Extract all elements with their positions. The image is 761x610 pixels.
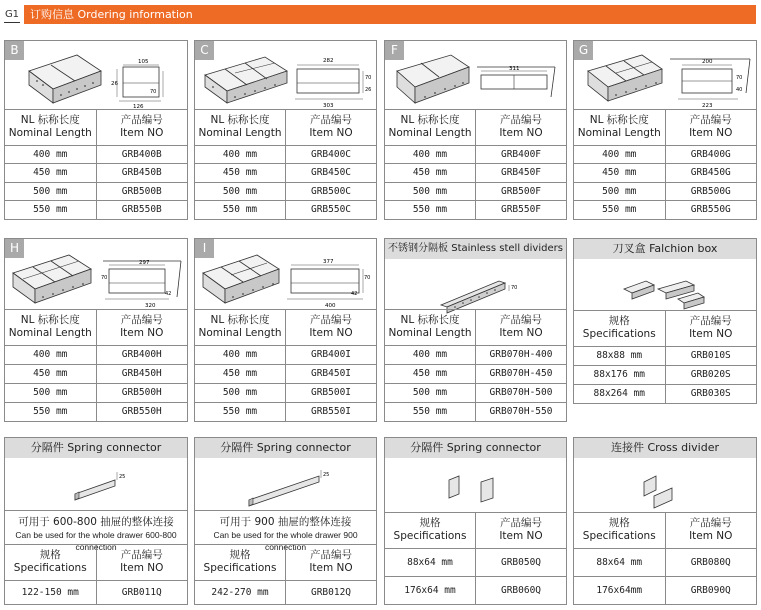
table-cell: 450 mm [574,163,665,182]
variant-letter-g: G [574,41,593,60]
product-table-cross [574,512,756,605]
product-card-spring-2 [194,437,377,605]
table-cell: GRB400F [476,145,567,163]
table-row [385,364,566,383]
table-cell: GRB450F [476,163,567,182]
product-table-c [195,109,376,220]
table-cell: GRB010S [665,346,756,365]
table-row [385,200,566,219]
table-cell: 450 mm [195,163,286,182]
product-card-g [573,40,757,220]
item-no-header: 产品编号 Item NO [96,109,187,145]
product-card-c [194,40,377,220]
table-cell: 产品编号 Item NO [665,109,756,145]
table-cell: 242-270 mm [195,580,286,604]
table-cell: GRB500B [96,182,187,200]
table-cell: GRB012Q [286,580,377,604]
table-cell: GRB550I [286,402,377,421]
dim-label: 200 [702,59,713,65]
table-row [385,145,566,163]
table-row [5,345,187,364]
table-row [385,576,566,604]
table-cell: GRB070H-500 [476,383,567,402]
dim-label: 303 [323,103,334,109]
product-table-g [574,109,756,220]
table-cell: GRB050Q [476,548,567,576]
table-cell: GRB400H [96,345,187,364]
table-cell: 400 mm [5,345,96,364]
product-table-h [5,309,187,422]
table-cell: GRB450H [96,364,187,383]
dim-label: 377 [323,259,334,265]
table-row [5,402,187,421]
table-row [195,402,376,421]
table-row [385,182,566,200]
dim-label: 126 [133,104,144,110]
dim-label: 70 [736,75,743,81]
dim-label: 26 [111,81,118,87]
table-cell: GRB550B [96,200,187,219]
table-cell: 176x64mm [574,576,665,604]
table-cell: GRB450I [286,364,377,383]
usage-note: 可用于 900 抽屉的整体连接 Can be used for the whole drawer 900 connection [195,510,376,545]
table-cell: 550 mm [195,402,286,421]
table-cell: 产品编号 Item NO [665,310,756,346]
usage-note: 可用于 600-800 抽屉的整体连接 Can be used for the whole drawer 600-800 connection [5,510,187,545]
table-cell: 88x176 mm [574,365,665,384]
dim-label: 25 [323,472,330,478]
table-cell: 176x64 mm [385,576,476,604]
table-cell: GRB500H [96,383,187,402]
product-table-dividers [385,309,566,422]
table-cell: NL 标称长度 Nominal Length [385,109,476,145]
table-cell: 产品编号 Item NO [96,309,187,345]
table-cell: 450 mm [5,163,96,182]
product-table-spring-2 [195,544,376,605]
product-table-spring-1 [5,544,187,605]
section-header [4,5,756,24]
table-cell: NL 标称长度 Nominal Length [385,309,476,345]
table-cell: NL 标称长度 Nominal Length [574,109,665,145]
table-row [574,200,756,219]
product-table-b [5,109,187,220]
product-card-b [4,40,188,220]
dim-label: 42 [165,291,172,297]
drawer-insert-h-drawing [5,239,188,311]
table-row [574,145,756,163]
table-row [574,346,756,365]
table-cell: 550 mm [5,402,96,421]
table-cell: 500 mm [574,182,665,200]
table-cell: NL 标称长度 Nominal Length [195,309,286,345]
table-cell: 550 mm [385,200,476,219]
card-title: 分隔件 Spring connector [5,438,187,458]
table-row [385,383,566,402]
table-cell: 500 mm [195,383,286,402]
variant-letter-h: H [5,239,24,258]
dim-label: 70 [150,89,157,95]
table-cell: 450 mm [385,163,476,182]
table-cell: 122-150 mm [5,580,96,604]
table-cell: 450 mm [5,364,96,383]
table-cell: GRB070H-450 [476,364,567,383]
variant-letter-i: I [195,239,214,258]
spring-connector-long-drawing [195,458,377,510]
table-cell: 规格 Specifications [385,512,476,548]
table-cell: 500 mm [5,182,96,200]
product-card-h [4,238,188,422]
table-cell: GRB400G [665,145,756,163]
table-row [195,163,376,182]
dim-label: 105 [138,59,149,65]
table-cell: 规格 Specifications [574,310,665,346]
spring-connector-drawing [5,458,188,510]
table-cell: GRB030S [665,384,756,403]
table-row [5,364,187,383]
table-cell: 产品编号 Item NO [286,309,377,345]
table-cell: GRB060Q [476,576,567,604]
product-table-f [385,109,566,220]
dim-label: 70 [364,275,371,281]
table-cell: GRB450C [286,163,377,182]
table-row [5,145,187,163]
table-cell: GRB070H-550 [476,402,567,421]
product-card-f [384,40,567,220]
table-row [195,345,376,364]
table-row [385,402,566,421]
dim-label: 26 [365,87,372,93]
product-table-spring-3 [385,512,566,605]
table-row [5,182,187,200]
table-row [195,364,376,383]
drawer-insert-c-drawing [195,41,377,111]
product-card-falchion [573,238,757,404]
table-row [5,580,187,604]
table-cell: GRB400C [286,145,377,163]
nominal-length-header: NL 标称长度 Nominal Length [5,109,96,145]
table-row [5,163,187,182]
table-cell: 500 mm [195,182,286,200]
table-row [5,383,187,402]
table-cell: GRB550G [665,200,756,219]
variant-letter-f: F [385,41,404,60]
table-cell: GRB011Q [96,580,187,604]
table-cell: 88x64 mm [385,548,476,576]
table-row [574,163,756,182]
table-cell: 规格 Specifications [574,512,665,548]
product-card-i [194,238,377,422]
table-cell: 500 mm [385,383,476,402]
card-title: 连接件 Cross divider [574,438,756,458]
table-cell: 产品编号 Item NO [476,512,567,548]
table-cell: 400 mm [195,345,286,364]
table-cell: GRB450B [96,163,187,182]
drawer-insert-i-drawing [195,239,377,311]
dim-label: 282 [323,58,334,64]
table-cell: 规格 Specifications [195,544,286,580]
table-row [574,576,756,604]
table-cell: GRB090Q [665,576,756,604]
table-cell: 规格 Specifications [5,544,96,580]
table-cell: GRB020S [665,365,756,384]
card-title: 分隔件 Spring connector [385,438,566,458]
table-cell: 450 mm [195,364,286,383]
table-cell: 400 mm [195,145,286,163]
table-cell: 产品编号 Item NO [286,109,377,145]
table-cell: 产品编号 Item NO [286,544,377,580]
table-cell: GRB080Q [665,548,756,576]
table-cell: GRB400B [96,145,187,163]
drawer-insert-b-drawing [5,41,188,111]
table-cell: 产品编号 Item NO [476,309,567,345]
table-row [385,548,566,576]
product-card-dividers [384,238,567,422]
table-cell: 550 mm [574,200,665,219]
table-cell: 产品编号 Item NO [476,109,567,145]
table-cell: 550 mm [5,200,96,219]
table-row [385,345,566,364]
spring-connector-panel-drawing [385,458,567,510]
table-row [574,182,756,200]
table-cell: GRB500F [476,182,567,200]
product-card-spring-3 [384,437,567,605]
dim-label: 40 [736,87,743,93]
section-title: 订购信息 Ordering information [24,5,756,24]
table-row [574,365,756,384]
table-cell: GRB550F [476,200,567,219]
table-cell: 88x264 mm [574,384,665,403]
product-card-spring-1 [4,437,188,605]
card-title: 分隔件 Spring connector [195,438,376,458]
table-cell: 450 mm [385,364,476,383]
dim-label: 311 [509,66,520,72]
product-table-falchion [574,310,756,404]
table-cell: 400 mm [385,345,476,364]
dim-label: 70 [101,275,108,281]
table-cell: GRB550C [286,200,377,219]
table-row [195,200,376,219]
drawer-insert-g-drawing [574,41,757,111]
dim-label: 297 [139,260,150,266]
table-cell: GRB450G [665,163,756,182]
table-row [5,200,187,219]
table-cell: 400 mm [5,145,96,163]
product-table-i [195,309,376,422]
card-title: 不锈钢分隔板 Stainless stell dividers [385,239,566,259]
table-row [574,384,756,403]
table-cell: 500 mm [5,383,96,402]
cross-divider-drawing [574,458,757,510]
table-row [574,548,756,576]
product-drawing-b [5,41,187,111]
table-cell: 产品编号 Item NO [96,544,187,580]
table-cell: GRB400I [286,345,377,364]
table-cell: 400 mm [574,145,665,163]
dim-label: 223 [702,103,713,109]
table-cell: GRB500C [286,182,377,200]
table-cell: NL 标称长度 Nominal Length [5,309,96,345]
table-row [195,145,376,163]
dim-label: 320 [145,303,156,309]
table-row [195,383,376,402]
table-cell: NL 标称长度 Nominal Length [195,109,286,145]
variant-letter-c: C [195,41,214,60]
table-cell: GRB550H [96,402,187,421]
table-cell: 500 mm [385,182,476,200]
card-title: 刀叉盒 Falchion box [574,239,756,259]
dim-label: 70 [365,75,372,81]
table-cell: 550 mm [195,200,286,219]
table-cell: 产品编号 Item NO [665,512,756,548]
table-cell: GRB070H-400 [476,345,567,364]
table-cell: 400 mm [385,145,476,163]
table-cell: 550 mm [385,402,476,421]
table-cell: GRB500G [665,182,756,200]
dim-label: 42 [351,291,358,297]
table-cell: 88x88 mm [574,346,665,365]
table-row [195,580,376,604]
table-cell: GRB500I [286,383,377,402]
drawer-insert-f-drawing [385,41,567,111]
dim-label: 25 [119,474,126,480]
section-tag: G1 [4,7,20,23]
table-cell: 88x64 mm [574,548,665,576]
table-row [195,182,376,200]
dim-label: 70 [511,285,518,291]
product-card-cross [573,437,757,605]
variant-letter-b: B [5,41,24,60]
table-row [385,163,566,182]
dim-label: 400 [325,303,336,309]
